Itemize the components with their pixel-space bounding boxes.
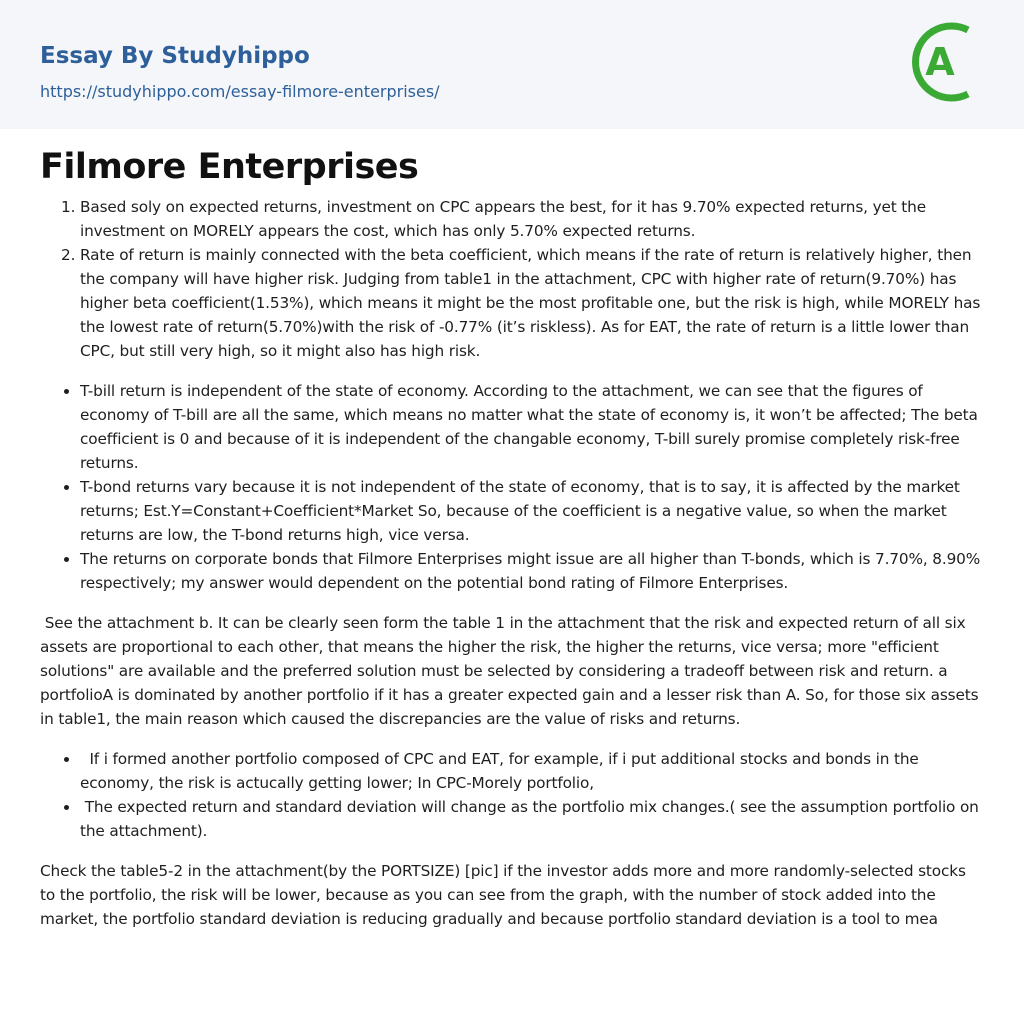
essay-title: Filmore Enterprises xyxy=(40,147,419,187)
list-item: • T-bill return is independent of the state of economy. According to the attachment, we can see that the figures of economy of T-bill are all the same, which means no matter what the state of economy is, it won’t be affected; The beta coefficient is 0 and because of it is independent of the changable economy, T-bill surely promise completely risk-free returns. xyxy=(80,379,984,475)
site-header xyxy=(0,0,1024,129)
ordered-list xyxy=(40,195,984,363)
list-item: • The returns on corporate bonds that Filmore Enterprises might issue are all higher than T-bonds, which is 7.70%, 8.90% respectively; my answer would dependent on the potential bond rating of Filmore Enterprises. xyxy=(80,547,984,595)
site-brand[interactable]: Essay By Studyhippo xyxy=(40,43,310,69)
list-item: 2. Rate of return is mainly connected with the beta coefficient, which means if the rate of return is relatively higher, then the company will have higher risk. Judging from table1 in the attachment, CPC with higher rate of return(9.70%) has higher beta coefficient(1.53%), which means it might be the most profitable one, but the risk is high, while MORELY has the lowest rate of return(5.70%)with the risk of -0.77% (it’s riskless). As for EAT, the rate of return is a little lower than CPC, but still very high, so it might also has high risk. xyxy=(80,243,984,363)
bullet-list xyxy=(40,747,984,843)
paragraph: See the attachment b. It can be clearly seen form the table 1 in the attachment that the risk and expected return of all six assets are proportional to each other, that means the higher the risk, the higher the returns, vice versa; more "efficient solutions" are available and the preferred solution must be selected by considering a tradeoff between risk and return. a portfolioA is dominated by another portfolio if it has a greater expected gain and a lesser risk than A. So, for those six assets in table1, the main reason which caused the discrepancies are the value of risks and returns. xyxy=(40,614,984,728)
studyhippo-logo-icon[interactable] xyxy=(912,18,988,106)
list-item: • If i formed another portfolio composed of CPC and EAT, for example, if i put additional stocks and bonds in the economy, the risk is actucally getting lower; In CPC-Morely portfolio, xyxy=(80,747,984,795)
essay-url-link[interactable]: https://studyhippo.com/essay-filmore-enterprises/ xyxy=(40,82,440,101)
list-item: • T-bond returns vary because it is not independent of the state of economy, that is to say, it is affected by the market returns; Est.Y=Constant+Coefficient*Market So, because of the coefficient is a negative value, so when the market returns are low, the T-bond returns high, vice versa. xyxy=(80,475,984,547)
bullet-list xyxy=(40,379,984,595)
essay-content xyxy=(0,145,1024,931)
list-item: 1. Based soly on expected returns, investment on CPC appears the best, for it has 9.70% expected returns, yet the investment on MORELY appears the cost, which has only 5.70% expected returns. xyxy=(80,195,984,243)
list-item: • The expected return and standard deviation will change as the portfolio mix changes.( see the assumption portfolio on the attachment). xyxy=(80,795,984,843)
logo-letter: A xyxy=(925,40,955,84)
paragraph: Check the table5-2 in the attachment(by the PORTSIZE) [pic] if the investor adds more and more randomly-selected stocks to the portfolio, the risk will be lower, because as you can see from the graph, with the number of stock added into the market, the portfolio standard deviation is reducing gradually and because portfolio standard deviation is a tool to mea xyxy=(40,862,966,928)
